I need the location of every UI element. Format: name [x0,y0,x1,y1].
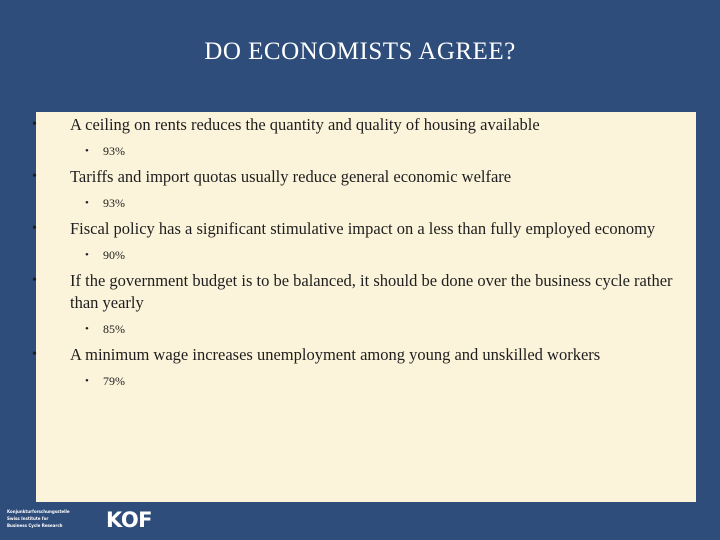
sub-bullet-value: 93% [103,196,125,210]
bullet-text: A minimum wage increases unemployment among young and unskilled workers [70,345,601,364]
sub-bullet-value: 93% [103,144,125,158]
bullet-text: A ceiling on rents reduces the quantity and quality of housing available [70,115,540,134]
institute-name [7,508,87,529]
bullet-item [30,270,696,337]
bullet-dot: • [32,221,37,236]
bullet-item [30,344,696,389]
bullet-text: Tariffs and import quotas usually reduce general economic welfare [70,167,512,186]
bullet-list [30,112,696,396]
institute-line-3: Business Cycle Research [7,523,63,528]
institute-line-1: Konjunkturforschungsstelle [7,509,70,514]
sub-bullet-dot: • [85,323,89,335]
bullet-dot: • [32,117,37,132]
sub-bullet-dot: • [85,375,89,387]
bullet-dot: • [32,273,37,288]
slide-title: DO ECONOMISTS AGREE? [204,38,516,65]
sub-bullet-dot: • [85,145,89,157]
bullet-dot: • [32,347,37,362]
sub-bullet-value: 90% [103,248,125,262]
bullet-item [30,218,696,263]
bullet-item [30,166,696,211]
sub-bullet-value: 85% [103,322,125,336]
institute-line-2: Swiss Institute for [7,516,49,521]
kof-logo: KOF [106,508,153,532]
sub-bullet-dot: • [85,249,89,261]
bullet-text: If the government budget is to be balanced, it should be done over the business cycle rather than yearly [70,271,673,312]
bullet-text: Fiscal policy has a significant stimulative impact on a less than fully employed economy [70,219,656,238]
sub-bullet-value: 79% [103,374,125,388]
bullet-dot: • [32,169,37,184]
bullet-item [30,114,696,159]
sub-bullet-dot: • [85,197,89,209]
